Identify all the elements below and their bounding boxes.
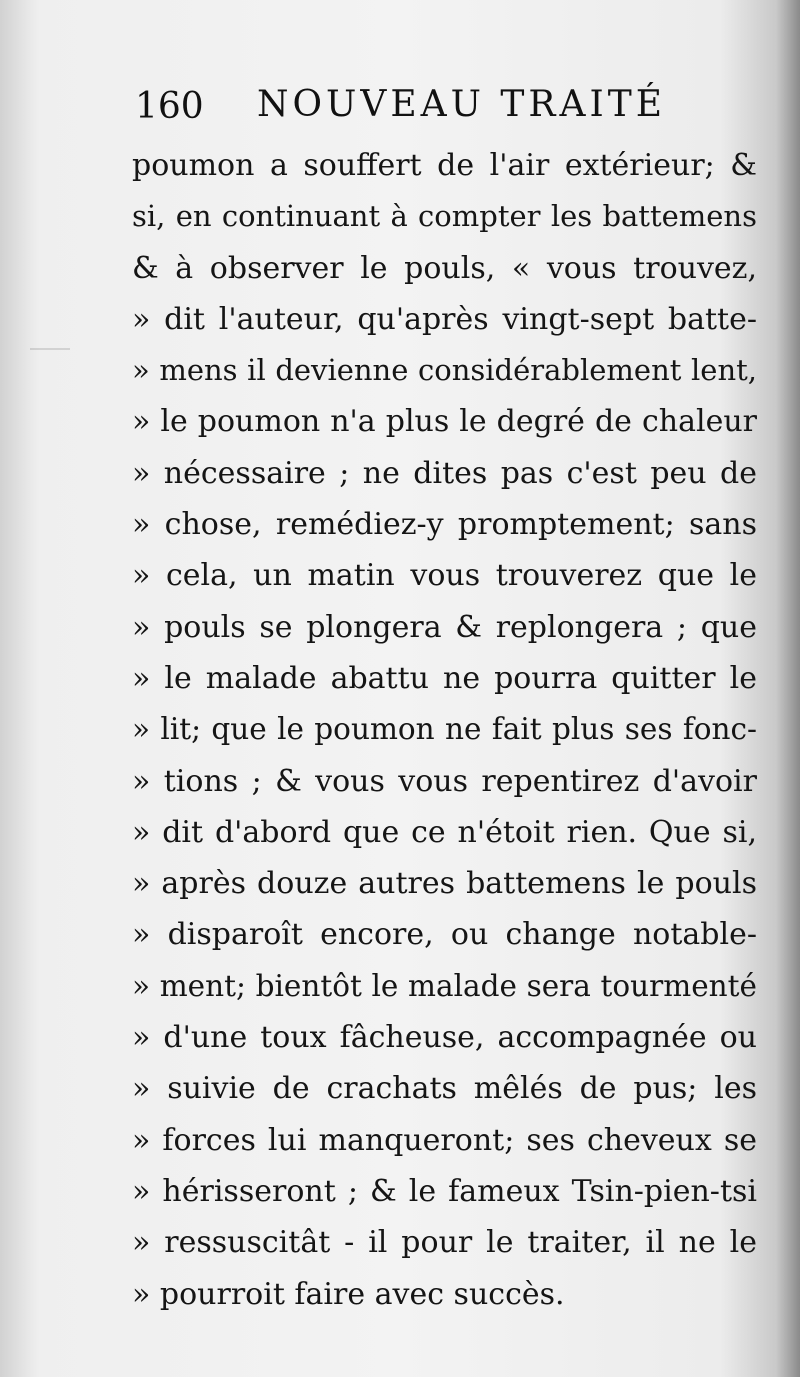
text-line: » chose, remédiez-y promptement; sans	[132, 507, 757, 543]
text-line: » dit d'abord que ce n'étoit rien. Que si,	[132, 814, 757, 850]
text-line: » d'une toux fâcheuse, accompagnée ou	[132, 1020, 757, 1056]
text-line: » mens il devienne considérablement lent,	[132, 353, 757, 388]
text-line: » hérisseront ; & le fameux Tsin-pien-tsi	[132, 1173, 757, 1209]
page-header	[135, 84, 755, 136]
body-text	[132, 140, 757, 1320]
running-title: NOUVEAU TRAITÉ	[257, 84, 667, 125]
text-line: » nécessaire ; ne dites pas c'est peu de	[132, 455, 757, 491]
text-line: » forces lui manqueront; ses cheveux se	[132, 1122, 757, 1158]
text-line: » après douze autres battemens le pouls	[132, 866, 757, 902]
text-line: poumon a souffert de l'air extérieur; &	[132, 148, 757, 183]
page-number: 160	[135, 86, 204, 127]
text-line: » pouls se plongera & replongera ; que	[132, 609, 757, 645]
text-line: » pourroit faire avec succès.	[132, 1276, 565, 1312]
text-line: » ressuscitât - il pour le traiter, il ne le	[132, 1225, 757, 1261]
text-line: » le poumon n'a plus le degré de chaleur	[132, 404, 757, 440]
text-line: » suivie de crachats mêlés de pus; les	[132, 1071, 757, 1107]
text-line: » ment; bientôt le malade sera tourmenté	[132, 968, 757, 1003]
text-line: » tions ; & vous vous repentirez d'avoir	[132, 763, 757, 799]
text-line: » disparoît encore, ou change notable-	[132, 917, 757, 953]
text-line: » dit l'auteur, qu'après vingt-sept batte-	[132, 301, 757, 337]
margin-mark	[30, 348, 70, 350]
text-line: » cela, un matin vous trouverez que le	[132, 558, 757, 594]
text-line: » le malade abattu ne pourra quitter le	[132, 660, 757, 696]
text-line: & à observer le pouls, « vous trouvez,	[132, 250, 757, 286]
text-line: » lit; que le poumon ne fait plus ses fonc-	[132, 712, 757, 747]
text-line: si, en continuant à compter les battemens	[132, 199, 757, 234]
